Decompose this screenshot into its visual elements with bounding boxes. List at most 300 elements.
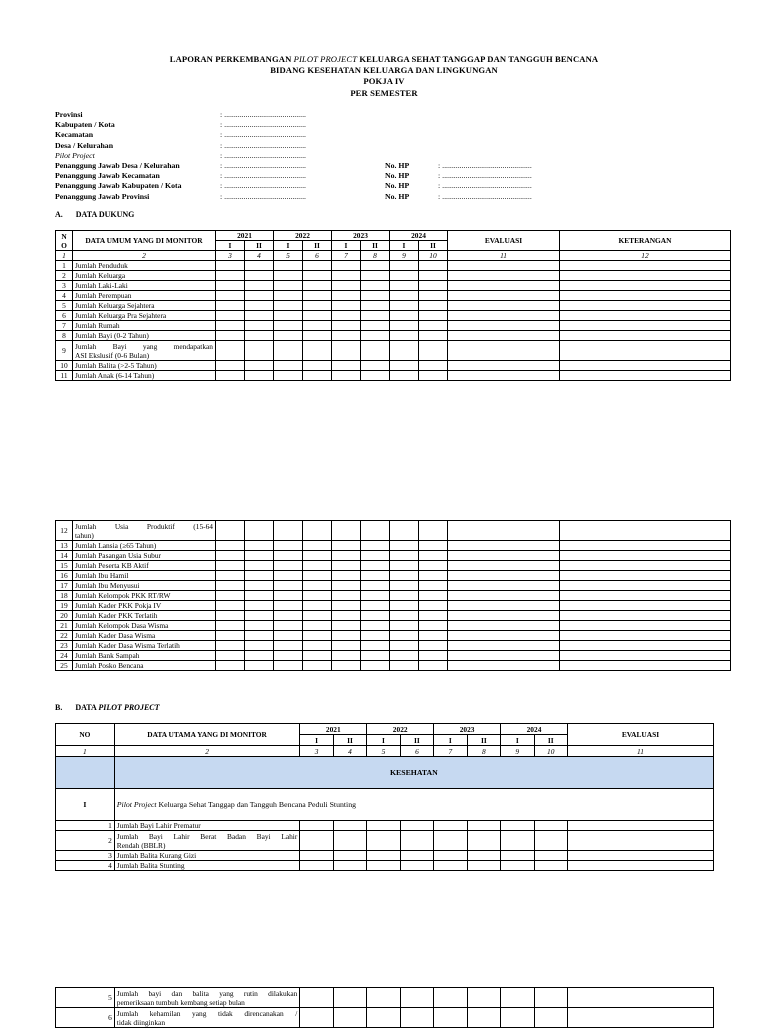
- empty-cell: [303, 301, 332, 311]
- empty-cell: [448, 641, 560, 651]
- empty-cell: [434, 988, 467, 1008]
- empty-cell: [390, 541, 419, 551]
- empty-cell: [361, 301, 390, 311]
- empty-cell: [333, 851, 366, 861]
- empty-cell: [332, 601, 361, 611]
- section-a-label: A.: [55, 210, 63, 219]
- row-number: 5: [56, 301, 73, 311]
- row-number: 16: [56, 571, 73, 581]
- column-number: 10: [419, 251, 448, 261]
- empty-cell: [245, 661, 274, 671]
- info-label: Penanggung Jawab Kecamatan: [55, 171, 160, 181]
- row-number: 5: [56, 988, 115, 1008]
- empty-cell: [274, 361, 303, 371]
- phone-label: No. HP: [385, 191, 410, 201]
- row-label: Jumlah Balita Stunting: [114, 861, 300, 871]
- empty-cell: [245, 641, 274, 651]
- info-row: [55, 141, 715, 151]
- row-number: 1: [56, 261, 73, 271]
- empty-cell: [419, 601, 448, 611]
- empty-cell: [332, 271, 361, 281]
- empty-cell: [560, 641, 731, 651]
- info-row: [55, 192, 715, 202]
- row-label: Jumlah Ibu Menyusui: [73, 581, 216, 591]
- empty-cell: [245, 331, 274, 341]
- empty-cell: [245, 521, 274, 541]
- empty-cell: [390, 271, 419, 281]
- subcategory-italic: Pilot Project: [116, 800, 157, 809]
- empty-cell: [560, 291, 731, 301]
- row-number: 3: [56, 281, 73, 291]
- empty-cell: [534, 831, 567, 851]
- header-row: [56, 724, 714, 735]
- empty-cell: [274, 641, 303, 651]
- empty-cell: [216, 591, 245, 601]
- row-number: 23: [56, 641, 73, 651]
- row-label-line-2: pemeriksaan tumbuh kembang setiap bulan: [116, 997, 245, 1007]
- empty-cell: [448, 561, 560, 571]
- empty-cell: [390, 261, 419, 271]
- row-label: Jumlah Kader PKK Pokja IV: [73, 601, 216, 611]
- empty-cell: [390, 361, 419, 371]
- column-number: 3: [300, 746, 333, 757]
- empty-cell: [274, 291, 303, 301]
- header-semester: I: [216, 241, 245, 251]
- empty-cell: [501, 988, 534, 1008]
- empty-cell: [448, 571, 560, 581]
- info-label: Penanggung Jawab Desa / Kelurahan: [55, 160, 180, 170]
- empty-cell: [274, 541, 303, 551]
- empty-cell: [216, 641, 245, 651]
- empty-cell: [361, 271, 390, 281]
- header-data: DATA UMUM YANG DI MONITOR: [73, 231, 216, 251]
- info-row: [55, 110, 715, 120]
- empty-cell: [332, 651, 361, 661]
- info-value-dots: : ..........................................: [220, 181, 306, 191]
- column-number: 10: [534, 746, 567, 757]
- empty-cell: [300, 1008, 333, 1028]
- header-year: 2021: [300, 724, 367, 735]
- table-row: [56, 321, 731, 331]
- row-label: Jumlah Lansia (≥65 Tahun): [73, 541, 216, 551]
- empty-cell: [400, 821, 433, 831]
- empty-cell: [361, 651, 390, 661]
- row-label: Jumlah Rumah: [73, 321, 216, 331]
- row-number: 2: [56, 271, 73, 281]
- empty-cell: [303, 541, 332, 551]
- empty-cell: [560, 551, 731, 561]
- empty-cell: [303, 611, 332, 621]
- column-number: 8: [467, 746, 500, 757]
- empty-cell: [367, 821, 400, 831]
- empty-cell: [333, 831, 366, 851]
- row-label: [73, 341, 216, 361]
- row-label: Jumlah Keluarga Sejahtera: [73, 301, 216, 311]
- row-label: Jumlah Kelompok PKK RT/RW: [73, 591, 216, 601]
- subcategory-title: [114, 789, 713, 821]
- title-line-2: BIDANG KESEHATAN KELUARGA DAN LINGKUNGAN: [270, 65, 498, 76]
- empty-cell: [560, 371, 731, 381]
- empty-cell: [400, 851, 433, 861]
- empty-cell: [274, 371, 303, 381]
- empty-cell: [303, 591, 332, 601]
- empty-cell: [501, 861, 534, 871]
- empty-cell: [560, 571, 731, 581]
- empty-cell: [448, 521, 560, 541]
- info-value-dots: : ..........................................: [220, 150, 306, 160]
- empty-cell: [448, 291, 560, 301]
- empty-cell: [567, 988, 713, 1008]
- header-year: 2023: [434, 724, 501, 735]
- roman-numeral: I: [56, 789, 115, 821]
- empty-cell: [534, 988, 567, 1008]
- empty-cell: [245, 551, 274, 561]
- table-row: [56, 291, 731, 301]
- column-number: 3: [216, 251, 245, 261]
- info-value-dots: : ..........................................: [220, 110, 306, 119]
- empty-cell: [274, 281, 303, 291]
- empty-cell: [303, 581, 332, 591]
- empty-cell: [419, 311, 448, 321]
- empty-cell: [274, 311, 303, 321]
- empty-cell: [419, 261, 448, 271]
- row-number: 22: [56, 631, 73, 641]
- section-a-heading: [55, 210, 134, 219]
- empty-cell: [216, 631, 245, 641]
- empty-cell: [448, 611, 560, 621]
- category-band-row: [56, 757, 714, 789]
- info-value-dots: : ..........................................: [220, 191, 306, 201]
- row-label: Jumlah Keluarga Pra Sejahtera: [73, 311, 216, 321]
- empty-cell: [560, 331, 731, 341]
- empty-cell: [303, 311, 332, 321]
- table-row: [56, 591, 731, 601]
- table-row: [56, 851, 714, 861]
- empty-cell: [303, 631, 332, 641]
- empty-cell: [274, 551, 303, 561]
- table-row: [56, 651, 731, 661]
- empty-cell: [216, 281, 245, 291]
- table-row: [56, 371, 731, 381]
- empty-cell: [467, 861, 500, 871]
- empty-cell: [390, 641, 419, 651]
- row-label: [114, 831, 300, 851]
- header-year: 2024: [501, 724, 568, 735]
- empty-cell: [367, 831, 400, 851]
- empty-cell: [303, 641, 332, 651]
- empty-cell: [274, 611, 303, 621]
- column-number: 7: [332, 251, 361, 261]
- table-row: [56, 821, 714, 831]
- empty-cell: [332, 281, 361, 291]
- title-italic: PILOT PROJECT: [293, 54, 358, 64]
- empty-cell: [560, 661, 731, 671]
- empty-cell: [361, 661, 390, 671]
- empty-cell: [300, 821, 333, 831]
- empty-cell: [419, 291, 448, 301]
- empty-cell: [216, 261, 245, 271]
- empty-cell: [419, 611, 448, 621]
- row-number: 17: [56, 581, 73, 591]
- section-b-label: B.: [55, 703, 63, 712]
- info-value-dots: : ..........................................: [220, 171, 306, 181]
- column-number: 11: [448, 251, 560, 261]
- empty-cell: [390, 371, 419, 381]
- row-number: 1: [56, 821, 115, 831]
- empty-cell: [245, 371, 274, 381]
- phone-value-dots: : ..............................................: [438, 191, 532, 201]
- row-number: 6: [56, 1008, 115, 1028]
- row-label: [73, 521, 216, 541]
- column-number: 4: [333, 746, 366, 757]
- empty-cell: [216, 301, 245, 311]
- info-value-dots: : ..........................................: [220, 130, 306, 140]
- empty-cell: [245, 541, 274, 551]
- row-number: 13: [56, 541, 73, 551]
- empty-cell: [333, 988, 366, 1008]
- header-semester: I: [501, 735, 534, 746]
- subcategory-text: Keluarga Sehat Tanggap dan Tangguh Bencana Peduli Stunting: [156, 800, 356, 809]
- empty-cell: [560, 611, 731, 621]
- empty-cell: [567, 1008, 713, 1028]
- row-number: 25: [56, 661, 73, 671]
- empty-cell: [274, 341, 303, 361]
- row-label-line-2: ASI Ekslusif (0-6 Bulan): [75, 350, 150, 360]
- empty-cell: [448, 341, 560, 361]
- empty-cell: [367, 1008, 400, 1028]
- info-row: [55, 130, 715, 140]
- empty-cell: [300, 831, 333, 851]
- header-semester: II: [419, 241, 448, 251]
- row-label: Jumlah Balita Kurang Gizi: [114, 851, 300, 861]
- empty-cell: [448, 581, 560, 591]
- empty-cell: [419, 571, 448, 581]
- empty-cell: [534, 821, 567, 831]
- empty-cell: [560, 311, 731, 321]
- empty-cell: [419, 301, 448, 311]
- empty-cell: [567, 851, 713, 861]
- empty-cell: [361, 631, 390, 641]
- empty-cell: [274, 331, 303, 341]
- row-label-line-2: tidak diinginkan: [116, 1017, 166, 1027]
- row-label: Jumlah Posko Bencana: [73, 661, 216, 671]
- empty-cell: [501, 831, 534, 851]
- table-row: [56, 631, 731, 641]
- empty-cell: [467, 821, 500, 831]
- empty-cell: [245, 601, 274, 611]
- info-row: [55, 171, 715, 181]
- empty-cell: [560, 581, 731, 591]
- row-number: 10: [56, 361, 73, 371]
- row-number: 6: [56, 311, 73, 321]
- row-label-line-1: Jumlah Bayi Lahir Berat Badan Bayi Lahir: [116, 831, 298, 841]
- empty-cell: [434, 831, 467, 851]
- title-line-4: PER SEMESTER: [350, 87, 418, 98]
- row-number: 19: [56, 601, 73, 611]
- empty-cell: [390, 291, 419, 301]
- header-semester: II: [303, 241, 332, 251]
- empty-cell: [390, 521, 419, 541]
- column-number: 6: [303, 251, 332, 261]
- empty-cell: [501, 1008, 534, 1028]
- row-label: Jumlah Kader Dasa Wisma Terlatih: [73, 641, 216, 651]
- info-label: Provinsi: [55, 110, 83, 119]
- empty-cell: [274, 521, 303, 541]
- empty-cell: [216, 561, 245, 571]
- header-data: DATA UTAMA YANG DI MONITOR: [114, 724, 300, 746]
- header-year: 2024: [390, 231, 448, 241]
- row-label: Jumlah Perempuan: [73, 291, 216, 301]
- empty-cell: [390, 631, 419, 641]
- empty-cell: [333, 821, 366, 831]
- empty-cell: [274, 571, 303, 581]
- column-number: 9: [390, 251, 419, 261]
- empty-cell: [448, 621, 560, 631]
- empty-cell: [245, 301, 274, 311]
- empty-cell: [434, 1008, 467, 1028]
- empty-cell: [361, 521, 390, 541]
- row-number: 15: [56, 561, 73, 571]
- row-label: Jumlah Anak (6-14 Tahun): [73, 371, 216, 381]
- empty-cell: [216, 321, 245, 331]
- empty-cell: [501, 851, 534, 861]
- empty-cell: [448, 551, 560, 561]
- empty-cell: [216, 601, 245, 611]
- info-row: [55, 161, 715, 171]
- row-number: 21: [56, 621, 73, 631]
- header-no: NO: [56, 724, 115, 746]
- empty-cell: [303, 371, 332, 381]
- empty-cell: [303, 621, 332, 631]
- row-label: Jumlah Kader Dasa Wisma: [73, 631, 216, 641]
- empty-cell: [332, 571, 361, 581]
- empty-cell: [560, 521, 731, 541]
- section-b-title-italic: PILOT PROJECT: [98, 703, 160, 712]
- empty-cell: [560, 591, 731, 601]
- empty-cell: [216, 361, 245, 371]
- section-b-title: DATA: [75, 703, 99, 712]
- empty-cell: [361, 541, 390, 551]
- row-label-line-1: Jumlah bayi dan balita yang rutin dilakukan: [116, 988, 298, 998]
- empty-cell: [361, 331, 390, 341]
- empty-cell: [361, 261, 390, 271]
- empty-cell: [434, 861, 467, 871]
- empty-cell: [434, 851, 467, 861]
- empty-cell: [216, 651, 245, 661]
- column-number: 5: [274, 251, 303, 261]
- row-label: Jumlah Bayi (0-2 Tahun): [73, 331, 216, 341]
- empty-cell: [361, 311, 390, 321]
- table-row: [56, 641, 731, 651]
- empty-cell: [448, 361, 560, 371]
- empty-cell: [332, 591, 361, 601]
- row-number: 20: [56, 611, 73, 621]
- empty-cell: [216, 611, 245, 621]
- empty-cell: [419, 641, 448, 651]
- empty-cell: [361, 361, 390, 371]
- empty-cell: [534, 851, 567, 861]
- empty-cell: [390, 561, 419, 571]
- row-number: 11: [56, 371, 73, 381]
- empty-cell: [216, 271, 245, 281]
- empty-cell: [467, 831, 500, 851]
- table-row: [56, 281, 731, 291]
- empty-cell: [390, 301, 419, 311]
- empty-cell: [303, 521, 332, 541]
- empty-cell: [361, 551, 390, 561]
- table-row: [56, 261, 731, 271]
- empty-cell: [419, 631, 448, 641]
- empty-cell: [560, 301, 731, 311]
- table-row: [56, 621, 731, 631]
- empty-cell: [448, 311, 560, 321]
- info-row: [55, 181, 715, 191]
- empty-cell: [274, 301, 303, 311]
- header-no: N O: [56, 231, 73, 251]
- empty-cell: [390, 571, 419, 581]
- row-label-line-2: Rendah (BBLR): [116, 840, 166, 850]
- empty-cell: [390, 651, 419, 661]
- row-label: Jumlah Balita (>2-5 Tahun): [73, 361, 216, 371]
- table-row: [56, 561, 731, 571]
- header-year: 2022: [274, 231, 332, 241]
- header-semester: I: [300, 735, 333, 746]
- empty-cell: [400, 861, 433, 871]
- empty-cell: [400, 831, 433, 851]
- empty-cell: [303, 571, 332, 581]
- empty-cell: [216, 341, 245, 361]
- empty-cell: [300, 988, 333, 1008]
- empty-cell: [560, 341, 731, 361]
- row-number: 4: [56, 861, 115, 871]
- title-line-1: LAPORAN PERKEMBANGAN: [169, 54, 294, 64]
- row-label: Jumlah Bayi Lahir Prematur: [114, 821, 300, 831]
- table-row: [56, 331, 731, 341]
- table-row: [56, 571, 731, 581]
- header-row: [56, 231, 731, 241]
- empty-cell: [274, 631, 303, 641]
- empty-cell: [400, 1008, 433, 1028]
- section-a-title: DATA DUKUNG: [75, 210, 135, 219]
- empty-cell: [560, 271, 731, 281]
- header-semester: I: [434, 735, 467, 746]
- empty-cell: [216, 551, 245, 561]
- row-label: Jumlah Kader PKK Terlatih: [73, 611, 216, 621]
- empty-cell: [332, 611, 361, 621]
- empty-cell: [303, 271, 332, 281]
- column-number-row: [56, 251, 731, 261]
- empty-cell: [534, 1008, 567, 1028]
- empty-cell: [361, 561, 390, 571]
- header-keterangan: KETERANGAN: [560, 231, 731, 251]
- column-number: 1: [56, 251, 73, 261]
- row-number: 9: [56, 341, 73, 361]
- empty-cell: [367, 851, 400, 861]
- empty-cell: [448, 321, 560, 331]
- empty-cell: [390, 581, 419, 591]
- empty-cell: [390, 601, 419, 611]
- empty-cell: [419, 321, 448, 331]
- empty-cell: [419, 541, 448, 551]
- table-row: [56, 271, 731, 281]
- empty-cell: [300, 851, 333, 861]
- empty-cell: [448, 661, 560, 671]
- empty-cell: [245, 361, 274, 371]
- empty-cell: [274, 591, 303, 601]
- table-row: [56, 611, 731, 621]
- column-number: 6: [400, 746, 433, 757]
- empty-cell: [245, 311, 274, 321]
